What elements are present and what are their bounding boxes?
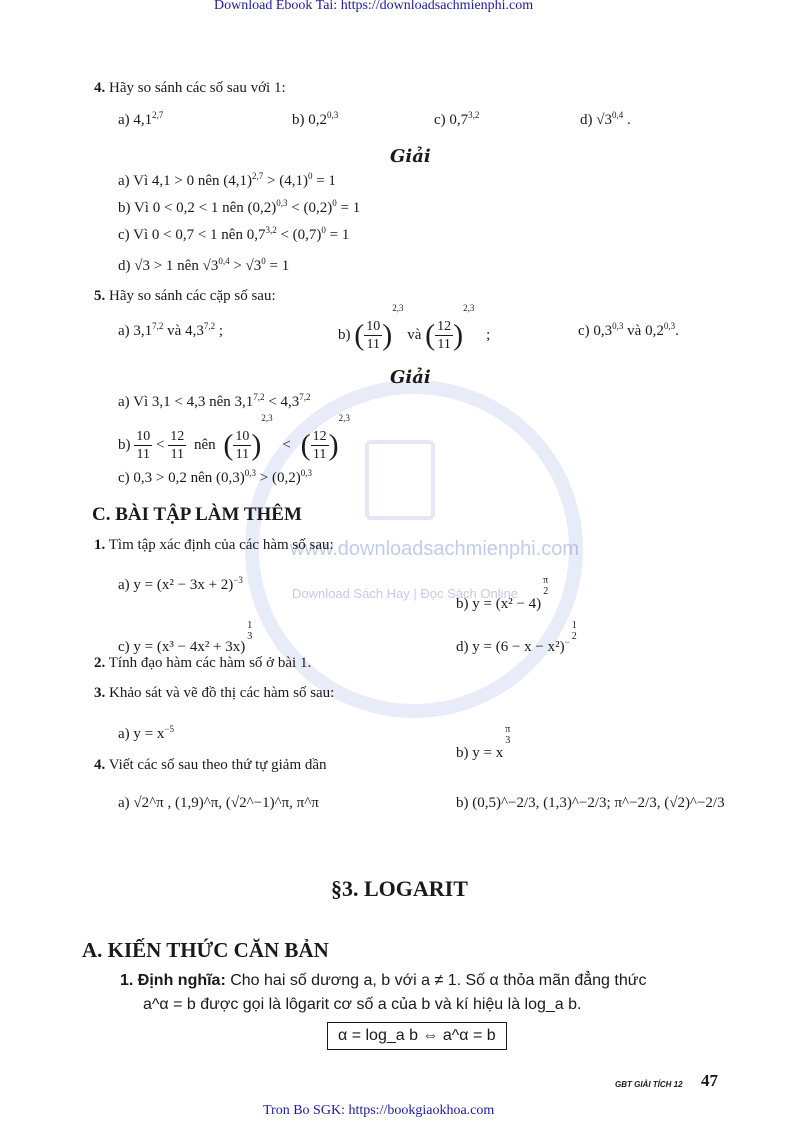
ex4-heading	[94, 80, 286, 97]
ex4-number: 4.	[94, 80, 106, 96]
c-q1c: c) y = (x³ − 4x² + 3x) 1 3	[118, 620, 253, 655]
ex5-solution-a: a) Vì 3,1 < 4,3 nên $3,1^{7,2} < 4,3^{7,2}$	[118, 392, 311, 410]
ex4-solution-b: b) Vì 0 < 0,2 < 1 nên $(0,2)^{0,3} < (0,2)^0 = 1$	[118, 198, 361, 216]
ex4-c: c) 0,7$^{3,2}$	[434, 110, 480, 128]
c-q3: 3. Khảo sát và vẽ đồ thị các hàm số sau:	[94, 685, 335, 701]
ex4-d: d) √3$^{0,4}$ .	[580, 110, 631, 128]
page-number: 47	[701, 1071, 718, 1090]
ex5-heading	[94, 288, 276, 305]
section-c-title: C. BÀI TẬP LÀM THÊM	[92, 504, 302, 525]
definition-line1: 1. Định nghĩa: Cho hai số dương a, b với a ≠ 1. Số α thỏa mãn đẳng thức	[120, 972, 647, 989]
watermark-tagline: Download Sách Hay | Đọc Sách Online	[292, 586, 518, 601]
ex5-solution-c: c) 0,3 > 0,2 nên $(0,3)^{0,3} > (0,2)^{0,3}$	[118, 468, 312, 486]
c-q3b: b) y = x π 3	[456, 724, 511, 761]
ex4-solution-a: a) Vì 4,1 > 0 nên $(4,1)^{2,7} > (4,1)^0 = 1$	[118, 171, 336, 189]
ex5-giai-heading: Giải	[390, 367, 431, 388]
ex4-solution-d: d) √3 > 1 nên $√3^{0,4} > √3^0 = 1$	[118, 256, 290, 274]
ex4-b: b) 0,2$^{0,3}$	[292, 110, 339, 128]
c-q1b: b) y = (x² − 4) π 2	[456, 575, 549, 612]
c-q1a: a) $y = (x^2 - 3x + 2)^{-3}$	[118, 575, 243, 593]
c-q1d: d) y = (6 − x − x²)− 1 2	[456, 620, 577, 655]
header-download-link[interactable]: Download Ebook Tai: https://downloadsachmienphi.com	[214, 0, 534, 13]
ex5-b: b) ( $\frac{10}{11}$ )$^{2,3}$ và ( $\frac{12}{11}$ )$^{2,3}$ ;	[338, 303, 491, 353]
footer-sgk-link[interactable]: Tron Bo SGK: https://bookgiaokhoa.com	[263, 1103, 495, 1118]
footer-book-label: GBT GIẢI TÍCH 12	[615, 1080, 683, 1089]
ex4-solution-c: c) Vì 0 < 0,7 < 1 nên $0,7^{3,2} < (0,7)^0 = 1$	[118, 225, 350, 243]
c-q4a: a) √2^π , (1,9)^π, (√2^−1)^π, π^π	[118, 795, 319, 811]
c-q4: 4. Viết các số sau theo thứ tự giảm dần	[94, 757, 327, 773]
ex4-giai-heading: Giải	[390, 146, 431, 167]
ex5-solution-b: b) $\frac{10}{11}$ < $\frac{12}{11}$ nên ( $\frac{10}{11}$ )$^{2,3}$ < ( $\frac{12}{11}$ )$^{2,3}$	[118, 413, 350, 463]
c-q3a: a) $y = x^{-5}$	[118, 724, 174, 742]
ex5-text: Hãy so sánh các cặp số sau:	[109, 288, 276, 304]
c-q4b: b) (0,5)^−2/3, (1,3)^−2/3; π^−2/3, (√2)^−2/3	[456, 795, 725, 811]
c-q1: 1. Tìm tập xác định của các hàm số sau:	[94, 537, 334, 553]
basic-knowledge-title: A. KIẾN THỨC CĂN BẢN	[82, 938, 329, 962]
logarit-formula-box: α = log_a b ⇔ a^α = b	[327, 1022, 507, 1050]
watermark-site: www.downloadsachmienphi.com	[290, 538, 580, 560]
c-q2: 2. Tính đạo hàm các hàm số ở bài 1.	[94, 655, 312, 671]
ex5-c: c) 0,3$^{0,3}$ và 0,2$^{0,3}$.	[578, 321, 679, 339]
ex4-text: Hãy so sánh các số sau với 1:	[109, 80, 286, 96]
ex5-number: 5.	[94, 288, 106, 304]
definition-line2: a^α = b được gọi là lôgarit cơ số a của b và kí hiệu là log_a b.	[143, 996, 582, 1013]
logarit-section-title: §3. LOGARIT	[331, 876, 468, 901]
ex4-a: a) 4,1$^{2,7}$	[118, 110, 164, 128]
watermark-logo	[365, 440, 435, 520]
ex5-a: a) 3,1$^{7,2}$ và 4,3$^{7,2}$ ;	[118, 321, 223, 339]
